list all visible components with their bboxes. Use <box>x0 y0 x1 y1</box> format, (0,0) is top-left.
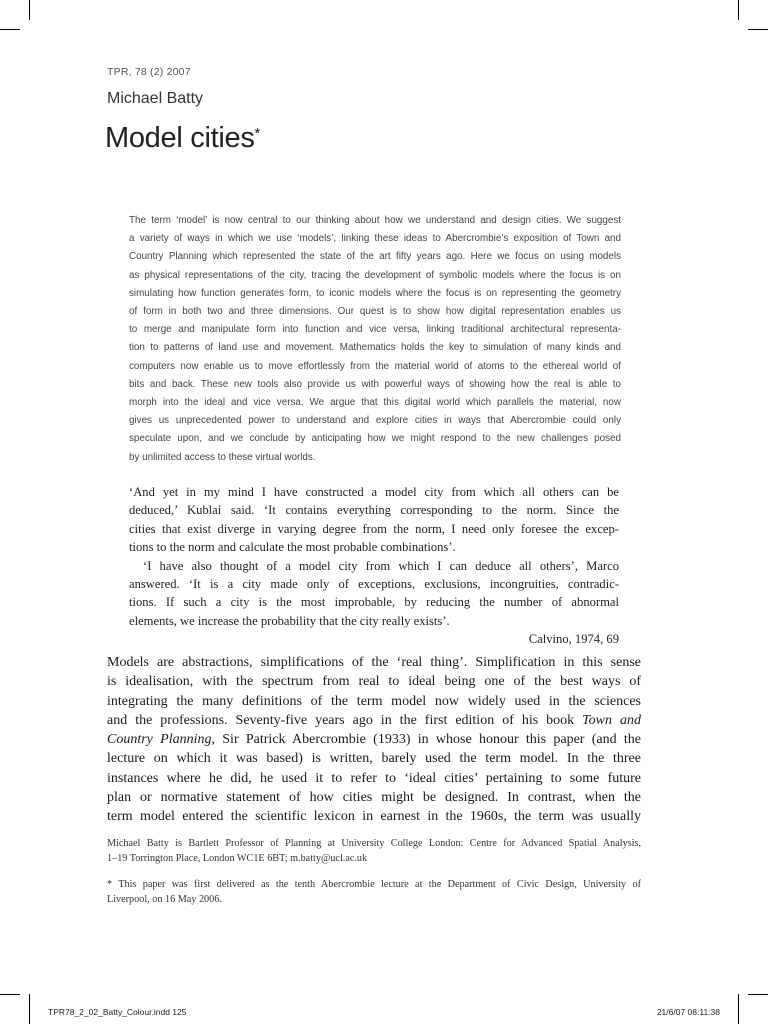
body-line <box>107 730 641 749</box>
author-notes <box>107 836 641 907</box>
abstract-line: The term ‘model’ is now central to our thinking about how we understand and design cities. We suggest <box>129 215 621 226</box>
quote-citation: Calvino, 1974, 69 <box>528 632 619 647</box>
crop-mark <box>0 29 20 30</box>
abstract-line: morph into the ideal and vice versa. We argue that this digital world which parallels the material, now <box>129 397 621 409</box>
quote-line: answered. ‘It is a city made only of exceptions, exclusions, incongruities, contradic- <box>129 577 619 592</box>
title-footnote-mark: * <box>254 125 261 142</box>
body-line: is idealisation, with the spectrum from real to ideal being one of the best ways of <box>107 674 641 690</box>
quote-line: elements, we increase the probability that the city really exists’. <box>129 613 450 628</box>
crop-mark <box>0 994 20 995</box>
quote-line: ‘I have also thought of a model city from which I can deduce all others’, Marco <box>143 558 619 573</box>
title-text: Model cities <box>105 122 255 154</box>
quote-line: tions to the norm and calculate the most probable combinations’. <box>129 540 456 555</box>
abstract-line: speculate upon, and we conclude by anticipating how we might respond to the new challenges posed <box>129 433 621 445</box>
crop-mark <box>748 29 768 30</box>
affiliation-line: Michael Batty is Bartlett Professor of Planning at University College London: Centre for Advanced Spatial Analysis, <box>107 838 641 849</box>
footnote-line: Liverpool, on 16 May 2006. <box>107 894 222 905</box>
quote-line: tions. If such a city is the most improbable, by reducing the number of abnormal <box>129 595 619 610</box>
body-text-run: , Sir Patrick Abercrombie (1933) in whose honour this paper (and the <box>211 732 641 748</box>
abstract-line: computers now enable us to move effortlessly from the material world of atoms to the ethereal world of <box>129 360 621 372</box>
journal-reference: TPR, 78 (2) 2007 <box>107 66 191 78</box>
abstract-line: bits and back. These new tools also provide us with powerful ways of showing how the real is able to <box>129 378 621 390</box>
body-text-run: and the professions. Seventy-five years ago in the first edition of his book <box>107 712 575 728</box>
crop-mark <box>738 0 739 20</box>
print-timestamp: 21/6/07 08:11:38 <box>656 1007 720 1017</box>
quote-line: deduced,’ Kublai said. ‘It contains everything corresponding to the norm. Since the <box>129 503 619 518</box>
quote-line: cities that exist diverge in varying degree from the norm, I need only foresee the excep- <box>129 521 619 536</box>
abstract-line: gives us unprecedented power to understand and explore cities in ways that Abercrombie could only <box>129 415 621 427</box>
abstract-line: of form in both two and three dimensions. Our quest is to show how digital representation enables us <box>129 306 621 318</box>
abstract-line: simulating how function generates form, to iconic models where the focus is on representing the geometry <box>129 287 621 299</box>
book-title: Country Planning <box>107 732 212 748</box>
crop-mark <box>748 994 768 995</box>
abstract-line: tion to patterns of land use and movement. Mathematics holds the key to simulation of many kinds and <box>129 342 621 354</box>
article-title <box>105 122 260 155</box>
book-title: Town and <box>582 712 641 728</box>
file-slug: TPR78_2_02_Batty_Colour.indd 125 <box>48 1007 187 1017</box>
affiliation-line: 1–19 Torrington Place, London WC1E 6BT; m.batty@ucl.ac.uk <box>107 853 368 864</box>
abstract-line: as physical representations of the city, tracing the development of symbolic models where the focus is on <box>129 269 621 281</box>
epigraph-quote <box>129 483 619 649</box>
abstract-line: to merge and manipulate form into function and vice versa, linking traditional architectural representa- <box>129 324 621 336</box>
crop-mark <box>29 0 30 20</box>
body-line <box>107 711 641 730</box>
footnote-line: * This paper was first delivered as the tenth Abercrombie lecture at the Department of Civic Design, University of <box>107 879 641 890</box>
body-line: term model entered the scientific lexicon in earnest in the 1960s, the term was usually <box>107 809 641 825</box>
body-line: plan or normative statement of how cities might be designed. In contrast, when the <box>107 790 641 806</box>
body-line: Models are abstractions, simplifications of the ‘real thing’. Simplification in this sense <box>107 655 641 670</box>
body-line: instances where he did, he used it to refer to ‘ideal cities’ pertaining to some future <box>107 770 641 786</box>
abstract-line: a variety of ways in which we use ‘models’, linking these ideas to Abercrombie’s exposition of Town and <box>129 233 621 245</box>
crop-mark <box>738 994 739 1024</box>
body-line: lecture on which it was based) is written, barely used the term model. In the three <box>107 751 641 767</box>
author-name: Michael Batty <box>107 90 204 107</box>
crop-mark <box>29 994 30 1024</box>
abstract-line: by unlimited access to these virtual worlds. <box>129 451 316 463</box>
abstract-line: Country Planning which represented the state of the art fifty years ago. Here we focus on using models <box>129 251 621 263</box>
body-line: integrating the many definitions of the term model now widely used in the sciences <box>107 693 641 709</box>
body-text <box>107 653 641 827</box>
quote-line: ‘And yet in my mind I have constructed a model city from which all others can be <box>129 485 619 499</box>
abstract <box>129 212 621 467</box>
